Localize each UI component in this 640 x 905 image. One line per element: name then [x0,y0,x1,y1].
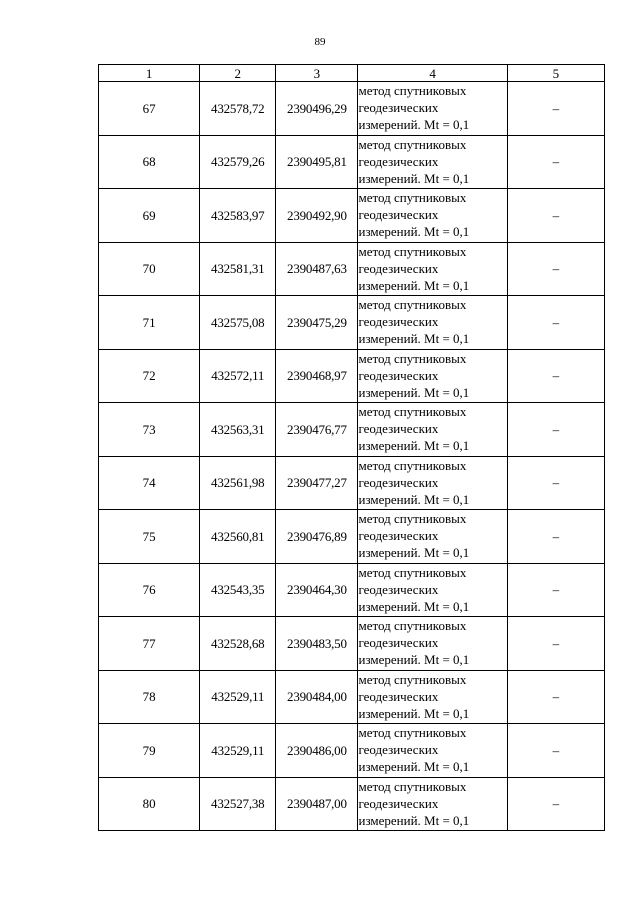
y-coordinate-cell: 2390495,81 [276,135,358,189]
x-coordinate-cell: 432578,72 [200,82,276,136]
x-coordinate-cell: 432529,11 [200,724,276,778]
method-cell [358,724,507,778]
x-coordinate-cell: 432583,97 [200,189,276,243]
x-coordinate-cell: 432563,31 [200,403,276,457]
method-line: метод спутниковых [358,725,467,740]
note-cell: – [507,563,604,617]
method-line: геодезических [358,421,439,436]
point-number-cell: 69 [99,189,200,243]
point-number-cell: 80 [99,777,200,831]
x-coordinate-cell: 432561,98 [200,456,276,510]
note-cell: – [507,777,604,831]
method-cell [358,563,507,617]
method-line: метод спутниковых [358,618,467,633]
table-row [99,403,605,457]
method-line: геодезических [358,581,439,597]
point-number-cell: 70 [99,242,200,296]
table-row [99,777,605,831]
y-coordinate-cell: 2390487,00 [276,777,358,831]
table-row [99,189,605,243]
method-line: геодезических [358,260,439,276]
point-number-cell: 78 [99,670,200,724]
table-row [99,617,605,671]
x-coordinate-cell: 432579,26 [200,135,276,189]
header-col-4: 4 [358,65,507,82]
header-col-2: 2 [200,65,276,82]
method-line: измерений. Mt = 0,1 [358,705,470,721]
note-cell: – [507,189,604,243]
method-line: измерений. Mt = 0,1 [358,598,470,614]
point-number-cell: 71 [99,296,200,350]
coordinates-table [98,64,605,831]
method-line: геодезических [358,474,439,490]
note-cell: – [507,724,604,778]
point-number-cell: 77 [99,617,200,671]
method-line: геодезических [358,207,439,222]
x-coordinate-cell: 432529,11 [200,670,276,724]
method-line: геодезических [358,528,439,543]
table-header-row [99,65,605,82]
table-row [99,563,605,617]
table-row [99,296,605,350]
method-line: геодезических [358,100,439,115]
table-body [99,82,605,831]
method-line: метод спутниковых [358,511,467,526]
y-coordinate-cell: 2390484,00 [276,670,358,724]
x-coordinate-cell: 432575,08 [200,296,276,350]
method-line: геодезических [358,742,439,757]
method-line: измерений. Mt = 0,1 [358,652,470,667]
method-line: измерений. Mt = 0,1 [358,812,470,828]
y-coordinate-cell: 2390464,30 [276,563,358,617]
method-cell [358,189,507,243]
header-col-3: 3 [276,65,358,82]
method-line: измерений. Mt = 0,1 [358,545,470,560]
method-line: метод спутниковых [358,243,467,259]
method-line: измерений. Mt = 0,1 [358,170,470,186]
x-coordinate-cell: 432581,31 [200,242,276,296]
header-col-5: 5 [507,65,604,82]
y-coordinate-cell: 2390496,29 [276,82,358,136]
method-line: метод спутниковых [358,190,467,205]
note-cell: – [507,242,604,296]
method-line: метод спутниковых [358,564,467,580]
x-coordinate-cell: 432560,81 [200,510,276,564]
table-row [99,670,605,724]
note-cell: – [507,510,604,564]
method-line: метод спутниковых [358,404,467,419]
method-cell [358,82,507,136]
point-number-cell: 67 [99,82,200,136]
note-cell: – [507,296,604,350]
method-cell [358,242,507,296]
point-number-cell: 79 [99,724,200,778]
method-line: геодезических [358,688,439,704]
x-coordinate-cell: 432527,38 [200,777,276,831]
x-coordinate-cell: 432528,68 [200,617,276,671]
y-coordinate-cell: 2390486,00 [276,724,358,778]
point-number-cell: 73 [99,403,200,457]
y-coordinate-cell: 2390487,63 [276,242,358,296]
method-line: измерений. Mt = 0,1 [358,438,470,453]
method-cell [358,617,507,671]
method-cell [358,135,507,189]
method-line: метод спутниковых [358,136,467,152]
y-coordinate-cell: 2390468,97 [276,349,358,403]
note-cell: – [507,349,604,403]
method-line: измерений. Mt = 0,1 [358,117,470,132]
method-cell [358,777,507,831]
method-line: геодезических [358,635,439,650]
note-cell: – [507,617,604,671]
table-row [99,82,605,136]
point-number-cell: 75 [99,510,200,564]
note-cell: – [507,403,604,457]
x-coordinate-cell: 432543,35 [200,563,276,617]
method-line: измерений. Mt = 0,1 [358,224,470,239]
method-line: метод спутниковых [358,83,467,98]
method-cell [358,403,507,457]
table-row [99,349,605,403]
method-line: метод спутниковых [358,457,467,473]
point-number-cell: 76 [99,563,200,617]
table-row [99,724,605,778]
table-row [99,242,605,296]
point-number-cell: 74 [99,456,200,510]
point-number-cell: 68 [99,135,200,189]
method-line: измерений. Mt = 0,1 [358,491,470,507]
method-line: метод спутниковых [358,778,467,794]
note-cell: – [507,135,604,189]
table-row [99,456,605,510]
header-col-1: 1 [99,65,200,82]
method-line: метод спутниковых [358,297,467,312]
method-cell [358,510,507,564]
y-coordinate-cell: 2390477,27 [276,456,358,510]
page-number: 89 [314,36,326,48]
method-line: измерений. Mt = 0,1 [358,759,470,774]
method-cell [358,296,507,350]
x-coordinate-cell: 432572,11 [200,349,276,403]
method-line: измерений. Mt = 0,1 [358,384,470,400]
method-line: геодезических [358,367,439,383]
y-coordinate-cell: 2390483,50 [276,617,358,671]
method-line: измерений. Mt = 0,1 [358,331,470,346]
y-coordinate-cell: 2390476,77 [276,403,358,457]
method-line: измерений. Mt = 0,1 [358,277,470,293]
note-cell: – [507,456,604,510]
method-cell [358,670,507,724]
y-coordinate-cell: 2390476,89 [276,510,358,564]
method-cell [358,349,507,403]
table-row [99,510,605,564]
table-row [99,135,605,189]
method-line: геодезических [358,314,439,329]
note-cell: – [507,82,604,136]
method-cell [358,456,507,510]
method-line: геодезических [358,153,439,169]
y-coordinate-cell: 2390475,29 [276,296,358,350]
y-coordinate-cell: 2390492,90 [276,189,358,243]
method-line: метод спутниковых [358,671,467,687]
note-cell: – [507,670,604,724]
point-number-cell: 72 [99,349,200,403]
method-line: геодезических [358,795,439,811]
method-line: метод спутниковых [358,350,467,366]
